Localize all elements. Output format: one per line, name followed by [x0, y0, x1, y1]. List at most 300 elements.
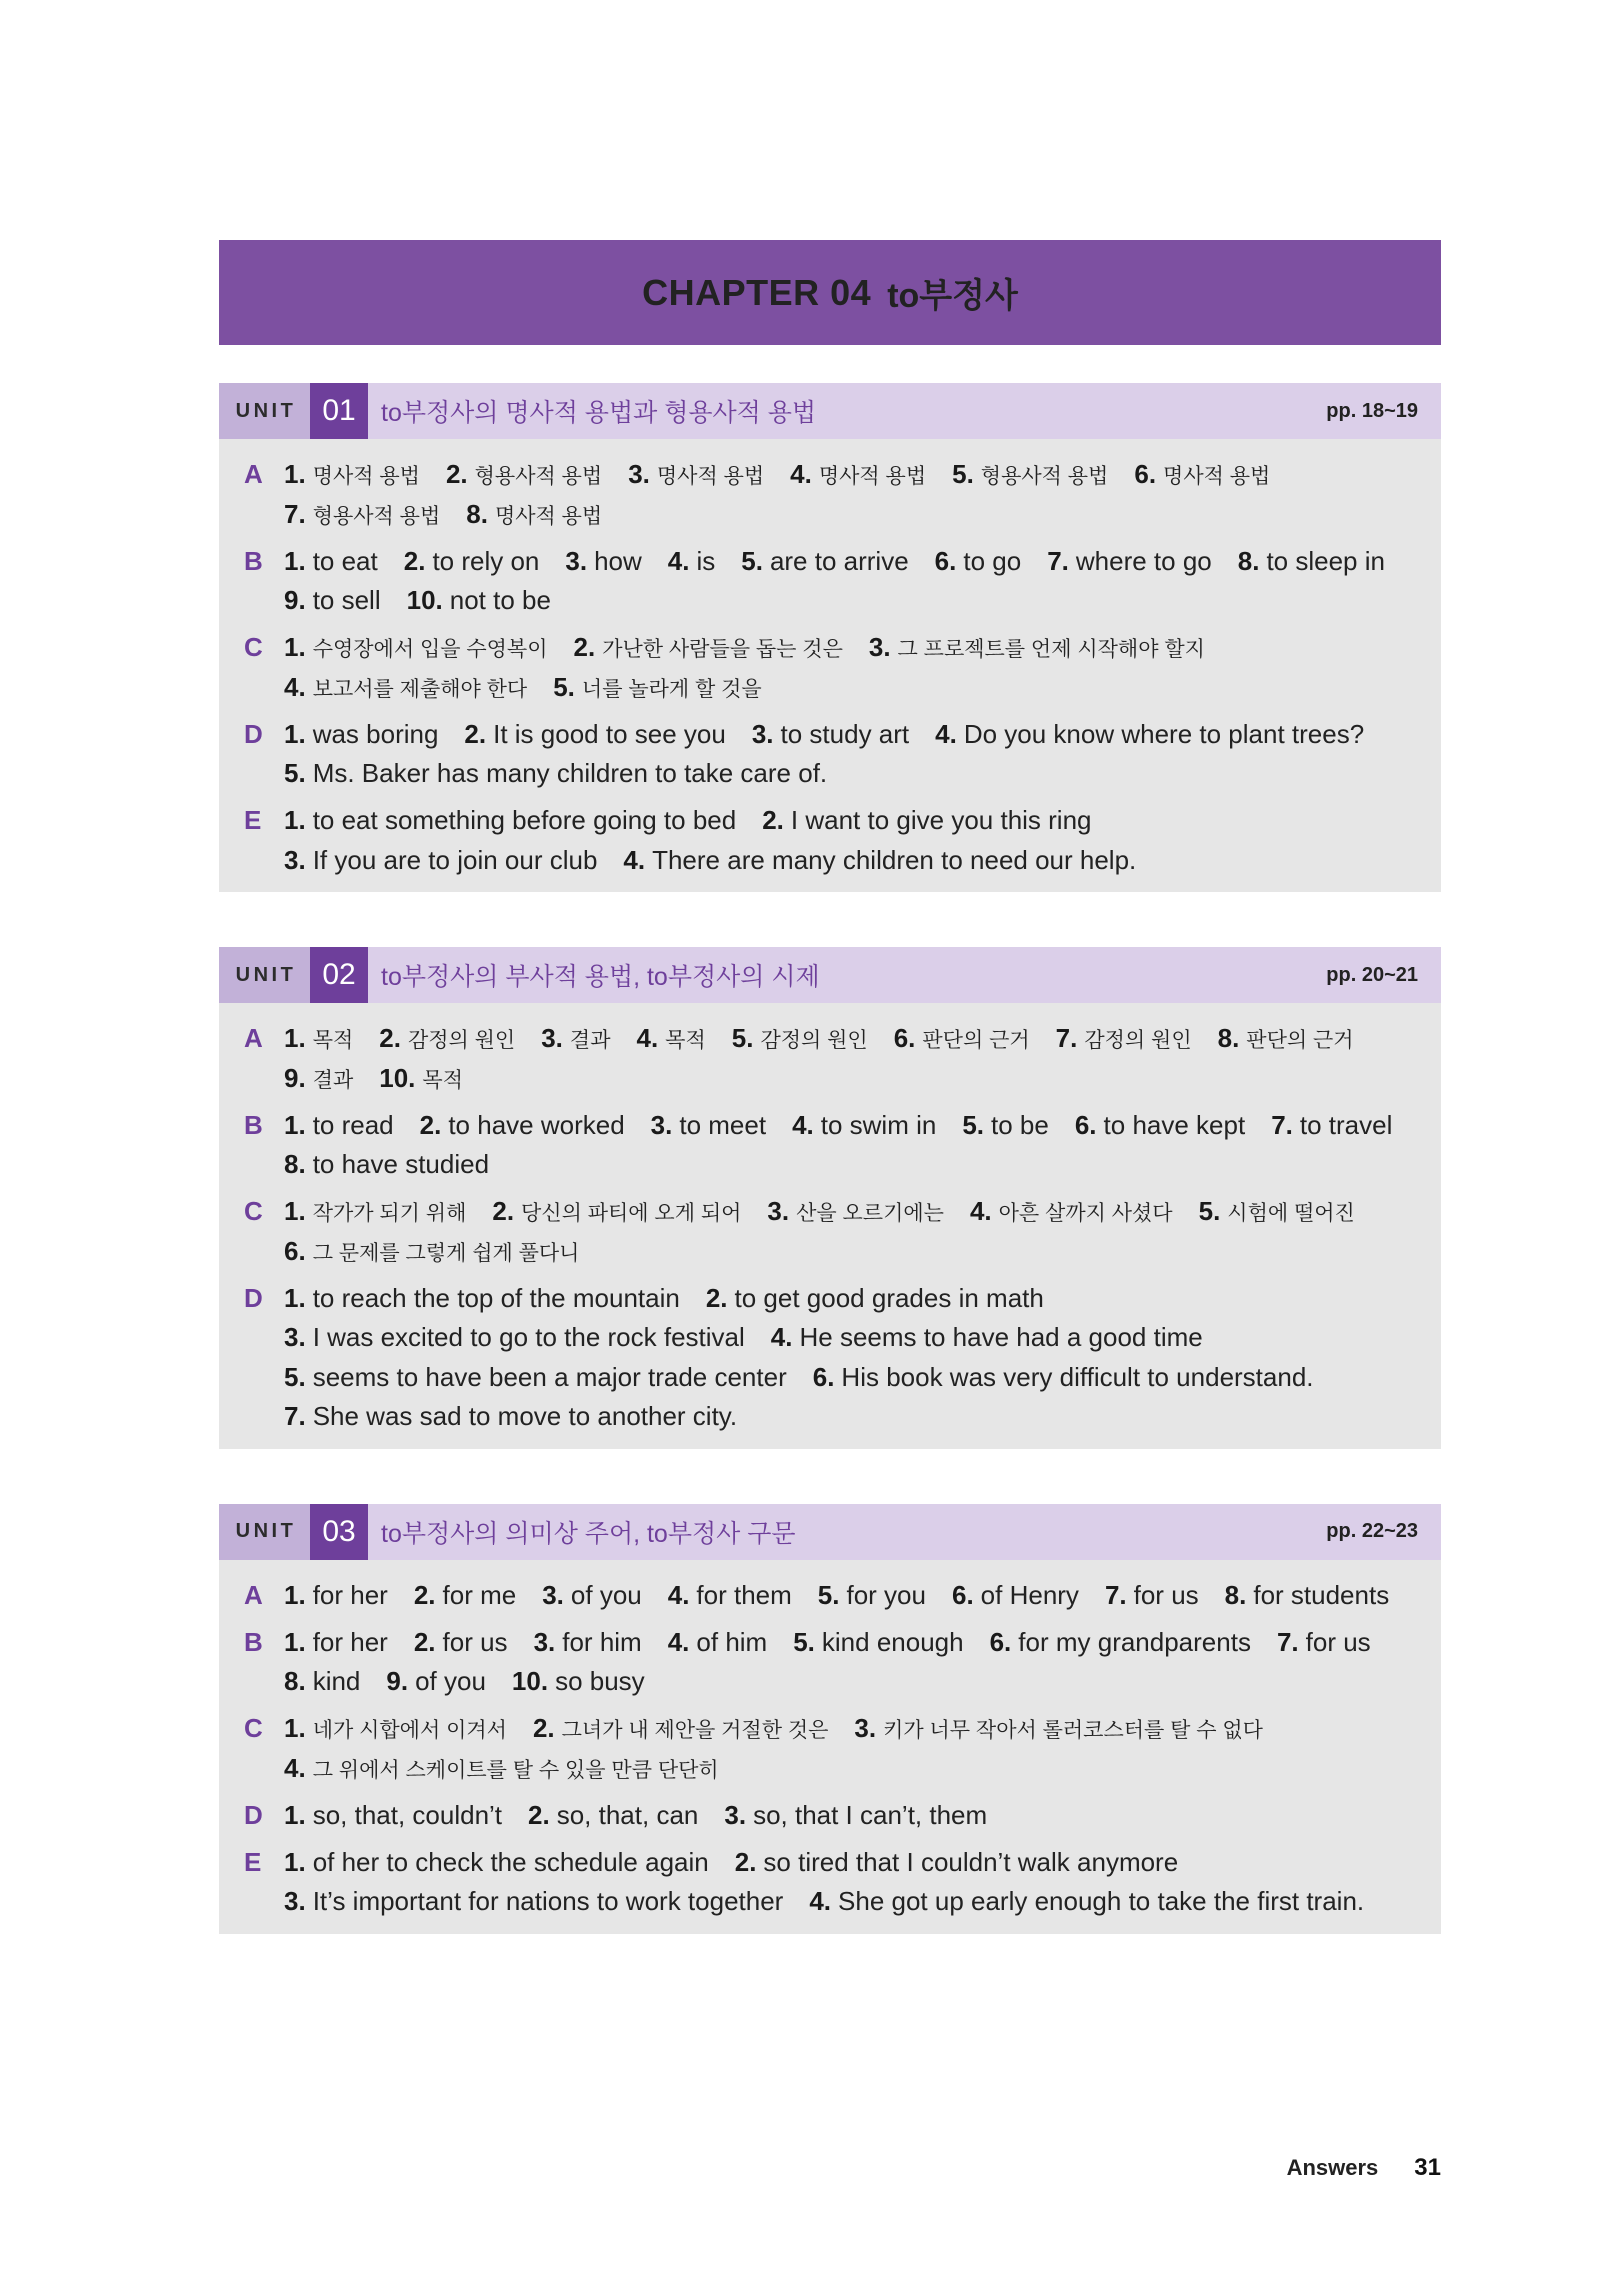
answer-text: 키가 너무 작아서 롤러코스터를 탈 수 없다 [883, 1719, 1263, 1742]
answer-item [284, 1149, 489, 1179]
answer-item [464, 719, 725, 749]
answer-text: so, that I can’t, them [753, 1799, 988, 1830]
chapter-header [219, 240, 1441, 345]
answer-text: 목적 [422, 1068, 463, 1092]
answer-number: 6. [893, 1023, 916, 1053]
answer-text: of you [570, 1579, 642, 1610]
answer-line [284, 1192, 1441, 1232]
answer-item [542, 1580, 642, 1610]
answer-number: 7. [1055, 1023, 1078, 1053]
answer-text: so, that, couldn’t [312, 1799, 503, 1830]
answer-number: 4. [667, 1579, 690, 1610]
answer-text: 그 프로젝트를 언제 시작해야 할지 [897, 638, 1205, 661]
answer-number: 3. [724, 1799, 747, 1830]
answer-text: If you are to join our club [312, 844, 598, 875]
answer-item [284, 1236, 579, 1266]
answer-text: 당신의 파티에 오게 되어 [521, 1202, 742, 1225]
answer-item [1075, 1110, 1245, 1140]
answer-number: 5. [1198, 1196, 1221, 1226]
answer-item [623, 845, 1136, 875]
answer-text: 감정의 원인 [760, 1029, 868, 1052]
answer-line [284, 1232, 1441, 1272]
answer-item [284, 1886, 783, 1916]
answer-number: 1. [284, 1282, 306, 1313]
answer-item [636, 1023, 705, 1053]
answer-text: 감정의 원인 [407, 1029, 516, 1052]
section-letter: E [244, 1846, 262, 1877]
answer-number: 5. [731, 1023, 754, 1053]
answer-item [284, 672, 527, 702]
answer-line [284, 542, 1441, 582]
answer-text: of him [696, 1626, 768, 1657]
answer-text: for him [562, 1626, 642, 1657]
answer-line [284, 1279, 1441, 1319]
unit-title-bar [368, 383, 1441, 439]
answer-item [492, 1196, 741, 1226]
answer-item [990, 1627, 1251, 1657]
answer-number: 1. [284, 1713, 306, 1743]
answer-text: 판단의 근거 [1246, 1029, 1354, 1052]
unit-header [219, 383, 1441, 439]
answer-item [284, 1322, 745, 1352]
answer-line [284, 1019, 1441, 1059]
page-number: 31 [1414, 2154, 1441, 2181]
footer-label: Answers [1286, 2155, 1379, 2180]
answer-number: 9. [386, 1666, 409, 1696]
answer-line [284, 628, 1441, 668]
answer-number: 2. [532, 1713, 555, 1743]
answer-item [284, 1196, 466, 1226]
answer-text: so tired that I couldn’t walk anymore [763, 1846, 1179, 1877]
answer-text: 결과 [312, 1068, 354, 1092]
answer-number: 6. [934, 545, 957, 576]
answer-line [284, 841, 1441, 881]
answer-number: 5. [952, 459, 974, 489]
answer-number: 8. [284, 1666, 306, 1696]
answer-item [952, 1580, 1079, 1610]
answer-number: 1. [284, 1196, 306, 1226]
answer-text: where to go [1075, 545, 1212, 576]
answer-text: 형용사적 용법 [474, 465, 603, 488]
answer-text: 감정의 원인 [1084, 1029, 1192, 1052]
answer-text: of Henry [980, 1579, 1079, 1610]
answer-text: for us [442, 1626, 508, 1657]
answer-line [284, 1145, 1441, 1185]
answer-number: 4. [636, 1023, 659, 1053]
answer-text: 목적 [312, 1029, 354, 1052]
unit-label: UNIT [219, 947, 310, 1003]
answer-text: There are many children to need our help. [652, 844, 1137, 875]
answer-text: 결과 [569, 1029, 611, 1052]
answer-text: 너를 놀라게 할 것을 [581, 677, 762, 701]
answer-item [466, 499, 602, 529]
answer-number: 7. [1276, 1626, 1299, 1657]
answer-item [534, 1627, 642, 1657]
answer-number: 1. [284, 545, 306, 576]
answer-number: 2. [419, 1109, 442, 1140]
answer-section [244, 1192, 1441, 1271]
answer-line [284, 1709, 1441, 1749]
answer-text: for her [312, 1626, 388, 1657]
answer-text: It is good to see you [493, 718, 726, 749]
answer-number: 5. [284, 1361, 306, 1392]
answer-number: 8. [1224, 1579, 1247, 1610]
answer-number: 6. [1074, 1109, 1097, 1140]
section-lines [284, 455, 1441, 534]
answer-number: 7. [284, 1401, 306, 1431]
answer-number: 4. [969, 1196, 992, 1226]
section-lines [284, 1019, 1441, 1098]
answer-item [404, 546, 540, 576]
section-lines [284, 1279, 1441, 1437]
answer-number: 2. [573, 632, 596, 662]
answer-section [244, 715, 1441, 794]
answer-panel [219, 1003, 1441, 1449]
answer-item [809, 1886, 1364, 1916]
answer-line [284, 668, 1441, 708]
answer-text: to eat [312, 545, 378, 576]
answer-item [724, 1800, 987, 1830]
answer-text: kind [312, 1666, 361, 1696]
answer-number: 6. [989, 1626, 1012, 1657]
answer-text: to read [312, 1109, 394, 1140]
answer-section [244, 455, 1441, 534]
answer-number: 3. [854, 1713, 877, 1743]
answer-number: 4. [667, 545, 690, 576]
section-lines [284, 542, 1441, 621]
answer-text: for students [1253, 1579, 1390, 1610]
answer-item [752, 719, 909, 749]
answer-number: 6. [951, 1579, 974, 1610]
answer-number: 3. [541, 1023, 563, 1053]
answer-number: 8. [284, 1149, 306, 1179]
answer-text: to be [991, 1109, 1049, 1140]
answer-item [284, 1627, 388, 1657]
answer-key-page [219, 240, 1441, 1989]
unit-block [219, 383, 1441, 892]
answer-number: 4. [809, 1886, 832, 1916]
answer-text: Do you know where to plant trees? [963, 718, 1365, 749]
answer-text: for my grandparents [1018, 1626, 1251, 1657]
section-letter: C [244, 632, 263, 662]
answer-number: 3. [751, 718, 774, 749]
answer-number: 4. [284, 1752, 306, 1783]
answer-text: 작가가 되기 위해 [312, 1202, 467, 1225]
answer-text: to swim in [820, 1109, 937, 1140]
answer-number: 1. [284, 632, 306, 662]
answer-text: to get good grades in math [734, 1282, 1044, 1313]
answer-item [284, 459, 420, 489]
unit-title-bar [368, 1504, 1441, 1560]
answer-line [284, 455, 1441, 495]
unit-page-range: pp. 22~23 [1326, 1520, 1418, 1542]
answer-text: to study art [780, 718, 910, 749]
answer-item [553, 672, 761, 702]
answer-number: 7. [284, 498, 306, 529]
section-letter: B [244, 545, 263, 576]
unit-title: to부정사의 부사적 용법, to부정사의 시제 [381, 963, 820, 991]
answer-item [565, 546, 641, 576]
answer-text: to rely on [432, 545, 540, 576]
answer-number: 2. [705, 1282, 728, 1313]
answer-number: 5. [962, 1109, 985, 1140]
answer-number: 2. [413, 1579, 436, 1610]
answer-panel [219, 1560, 1441, 1934]
answer-item [1238, 546, 1385, 576]
answer-item [668, 1580, 792, 1610]
unit-block [219, 1504, 1441, 1934]
answer-item [379, 1023, 515, 1053]
section-letter: C [244, 1713, 263, 1743]
answer-line [284, 581, 1441, 621]
answer-number: 4. [935, 718, 957, 749]
answer-number: 5. [793, 1626, 815, 1657]
answer-number: 1. [284, 1626, 306, 1657]
answer-text: are to arrive [769, 545, 909, 576]
answer-item [284, 1362, 787, 1392]
answer-item [952, 459, 1108, 489]
answer-text: 명사적 용법 [312, 465, 420, 488]
unit-block [219, 947, 1441, 1449]
answer-item [284, 1580, 388, 1610]
answer-item [407, 585, 551, 615]
answer-section [244, 1709, 1441, 1788]
answer-item [386, 1666, 486, 1696]
answer-number: 3. [284, 844, 306, 875]
answer-line [284, 1576, 1441, 1616]
answer-text: for her [312, 1579, 388, 1610]
answer-text: is [696, 545, 716, 576]
answer-text: 목적 [665, 1029, 706, 1052]
answer-item [854, 1713, 1263, 1743]
section-letter: A [244, 459, 263, 489]
answer-number: 7. [1271, 1109, 1293, 1140]
section-lines [284, 715, 1441, 794]
section-letter: B [244, 1626, 263, 1657]
answer-text: seems to have been a major trade center [312, 1361, 787, 1392]
answer-item [284, 1713, 507, 1743]
section-letter: E [244, 805, 262, 835]
answer-line [284, 1843, 1441, 1883]
unit-header [219, 947, 1441, 1003]
section-lines [284, 628, 1441, 707]
answer-item [767, 1196, 944, 1226]
answer-item [284, 1401, 737, 1431]
answer-text: 시험에 떨어진 [1227, 1202, 1355, 1225]
section-letter: A [244, 1579, 263, 1610]
answer-number: 1. [284, 1799, 306, 1830]
answer-item [284, 758, 827, 788]
answer-number: 5. [817, 1579, 840, 1610]
answer-text: 보고서를 제출해야 한다 [312, 677, 528, 701]
answer-text: to have studied [312, 1149, 490, 1179]
section-letter: D [244, 718, 263, 749]
answer-item [1047, 546, 1212, 576]
unit-label: UNIT [219, 1504, 310, 1560]
answer-number: 10. [406, 585, 443, 615]
answer-number: 3. [284, 1322, 306, 1352]
unit-page-range: pp. 18~19 [1326, 399, 1418, 422]
answer-text: 명사적 용법 [494, 504, 603, 528]
section-lines [284, 1623, 1441, 1702]
answer-text: Ms. Baker has many children to take care of. [312, 758, 828, 788]
answer-number: 2. [379, 1023, 401, 1053]
answer-item [706, 1283, 1044, 1313]
unit-title: to부정사의 의미상 주어, to부정사 구문 [381, 1519, 796, 1548]
answer-number: 3. [767, 1196, 790, 1226]
answer-item [284, 546, 378, 576]
answer-line [284, 801, 1441, 841]
answer-item [735, 1847, 1178, 1877]
answer-text: I want to give you this ring [790, 805, 1092, 835]
answer-text: 명사적 용법 [818, 465, 927, 488]
answer-item [284, 1847, 709, 1877]
answer-text: to go [963, 545, 1022, 576]
answer-item [762, 805, 1091, 835]
answer-item [284, 1110, 394, 1140]
answer-number: 7. [1047, 545, 1069, 576]
answer-number: 3. [650, 1109, 673, 1140]
answer-text: for them [696, 1579, 792, 1610]
answer-item [771, 1322, 1203, 1352]
answer-number: 2. [464, 718, 487, 749]
answer-number: 5. [741, 545, 763, 576]
chapter-label: CHAPTER 04 [642, 271, 872, 313]
answer-line [284, 754, 1441, 794]
answer-number: 4. [284, 671, 306, 702]
answer-number: 3. [628, 459, 650, 489]
section-lines [284, 1106, 1441, 1185]
answer-text: so, that, can [556, 1799, 699, 1830]
answer-item [1105, 1580, 1199, 1610]
answer-item [284, 585, 381, 615]
answer-item [284, 1023, 353, 1053]
answer-line [284, 1882, 1441, 1922]
answer-number: 1. [284, 459, 306, 489]
answer-text: to sleep in [1266, 545, 1385, 576]
answer-item [790, 459, 926, 489]
answer-item [284, 499, 440, 529]
answer-item [284, 1283, 680, 1313]
unit-number: 02 [310, 947, 368, 1003]
answer-item [284, 1800, 502, 1830]
answer-item [818, 1580, 926, 1610]
answer-line [284, 1749, 1441, 1789]
answer-panel [219, 439, 1441, 892]
answer-text: 형용사적 용법 [312, 504, 441, 528]
answer-section [244, 1623, 1441, 1702]
unit-label: UNIT [219, 383, 310, 439]
answer-line [284, 495, 1441, 535]
answer-line [284, 1623, 1441, 1663]
answer-section [244, 1279, 1441, 1437]
answer-text: for you [846, 1579, 926, 1610]
answer-text: to reach the top of the mountain [312, 1282, 680, 1313]
section-letter: B [244, 1109, 263, 1140]
answer-section [244, 542, 1441, 621]
unit-title-bar [368, 947, 1441, 1003]
answer-item [741, 546, 908, 576]
answer-text: I was excited to go to the rock festival [312, 1322, 745, 1352]
answer-section [244, 1576, 1441, 1616]
answer-number: 3. [284, 1886, 306, 1916]
answer-number: 2. [734, 1846, 757, 1877]
unit-number: 01 [310, 383, 368, 439]
answer-item [970, 1196, 1173, 1226]
section-lines [284, 1192, 1441, 1271]
answer-text: was boring [312, 718, 439, 749]
answer-text: 그녀가 내 제안을 거절한 것은 [561, 1719, 829, 1742]
answer-text: 수영장에서 입을 수영복이 [312, 638, 548, 661]
answer-number: 2. [528, 1799, 550, 1830]
answer-text: for us [1305, 1626, 1371, 1657]
answer-number: 1. [284, 1846, 306, 1877]
answer-item [935, 719, 1364, 749]
answer-text: to travel [1299, 1109, 1393, 1140]
answer-text: 네가 시합에서 이겨서 [312, 1719, 507, 1742]
answer-text: 형용사적 용법 [980, 465, 1109, 488]
answer-item [1218, 1023, 1354, 1053]
answer-text: 그 문제를 그렇게 쉽게 풀다니 [312, 1241, 580, 1265]
answer-item [628, 459, 764, 489]
answer-item [528, 1800, 698, 1830]
answer-item [533, 1713, 828, 1743]
answer-number: 1. [284, 1579, 306, 1610]
answer-item [284, 845, 597, 875]
answer-text: not to be [449, 585, 551, 615]
answer-text: 가난한 사람들을 돕는 것은 [602, 638, 843, 661]
answer-item [869, 632, 1205, 662]
answer-section [244, 801, 1441, 880]
answer-item [420, 1110, 625, 1140]
answer-text: of you [415, 1666, 486, 1696]
answer-number: 3. [565, 545, 588, 576]
answer-item [1225, 1580, 1390, 1610]
answer-number: 10. [511, 1666, 549, 1696]
answer-text: how [594, 545, 642, 576]
answer-line [284, 1106, 1441, 1146]
answer-number: 2. [403, 545, 426, 576]
section-lines [284, 1709, 1441, 1788]
answer-item [284, 1666, 360, 1696]
answer-item [813, 1362, 1314, 1392]
answer-item [574, 632, 843, 662]
answer-item [1134, 459, 1270, 489]
page-footer [1287, 2154, 1441, 2182]
answer-text: to meet [679, 1109, 767, 1140]
answer-number: 9. [284, 1062, 306, 1093]
answer-number: 2. [445, 459, 468, 489]
answer-text: His book was very difficult to understand. [841, 1361, 1314, 1392]
answer-number: 4. [667, 1626, 690, 1657]
answer-number: 4. [790, 459, 812, 489]
answer-text: 명사적 용법 [656, 465, 765, 488]
section-lines [284, 1796, 1441, 1836]
answer-number: 6. [1134, 459, 1157, 489]
answer-number: 1. [284, 1023, 306, 1053]
answer-item [1056, 1023, 1192, 1053]
answer-number: 9. [284, 585, 306, 615]
answer-text: 그 위에서 스케이트를 탈 수 있을 만큼 단단히 [312, 1758, 719, 1782]
answer-item [793, 1627, 963, 1657]
answer-item [284, 1063, 353, 1093]
answer-item [668, 1627, 768, 1657]
unit-page-range: pp. 20~21 [1326, 963, 1418, 986]
answer-number: 4. [623, 844, 646, 875]
answer-item [284, 805, 736, 835]
answer-number: 4. [770, 1322, 793, 1352]
answer-number: 2. [492, 1196, 515, 1226]
